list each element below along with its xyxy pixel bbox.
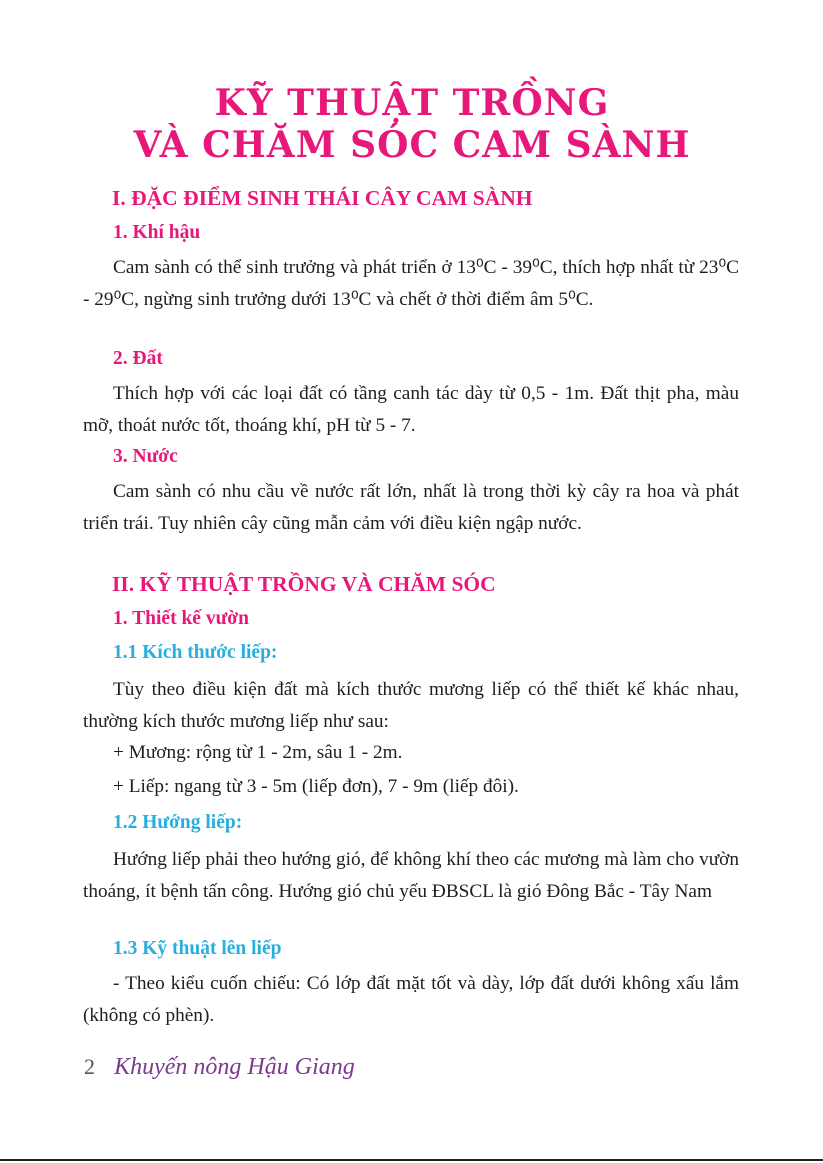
page-number: 2 xyxy=(84,1054,95,1079)
title-line-1: KỸ THUẬT TRỒNG xyxy=(214,82,610,124)
section-2-heading: II. KỸ THUẬT TRỒNG VÀ CHĂM SÓC xyxy=(112,572,496,596)
bed-size-heading: 1.1 Kích thước liếp: xyxy=(113,642,278,663)
bottom-divider xyxy=(0,1159,823,1161)
bed-direction-paragraph: Hướng liếp phải theo hướng gió, để không khí theo các mương mà làm cho vườn thoáng, ít bệnh tấn công. Hướng gió chủ yếu ĐBSCL là gió Đông Bắc - Tây Nam xyxy=(83,849,739,902)
section-1-heading: I. ĐẶC ĐIỂM SINH THÁI CÂY CAM SÀNH xyxy=(112,186,533,210)
bed-direction-heading: 1.2 Hướng liếp: xyxy=(113,812,243,833)
climate-heading: 1. Khí hậu xyxy=(113,222,201,243)
soil-paragraph: Thích hợp với các loại đất có tầng canh tác dày từ 0,5 - 1m. Đất thịt pha, màu mỡ, thoát nước tốt, thoáng khí, pH từ 5 - 7. xyxy=(83,383,739,436)
bed-technique-paragraph: - Theo kiểu cuốn chiếu: Có lớp đất mặt tốt và dày, lớp đất dưới không xấu lắm (không có phèn). xyxy=(83,973,739,1026)
list-item: + Mương: rộng từ 1 - 2m, sâu 1 - 2m. xyxy=(113,742,403,763)
water-heading: 3. Nước xyxy=(113,446,178,467)
bed-size-paragraph: Tùy theo điều kiện đất mà kích thước mương liếp có thể thiết kế khác nhau, thường kích thước mương liếp như sau: xyxy=(83,679,739,732)
garden-design-heading: 1. Thiết kế vườn xyxy=(113,608,249,629)
page-footer xyxy=(84,1054,355,1081)
bed-technique-heading: 1.3 Kỹ thuật lên liếp xyxy=(113,938,282,959)
soil-heading: 2. Đất xyxy=(113,348,163,369)
title-line-2: VÀ CHĂM SÓC CAM SÀNH xyxy=(133,124,691,166)
climate-paragraph: Cam sành có thể sinh trưởng và phát triển ở 13⁰C - 39⁰C, thích hợp nhất từ 23⁰C - 29⁰C, ngừng sinh trưởng dưới 13⁰C và chết ở thời điểm âm 5⁰C. xyxy=(83,257,739,310)
publication-name: Khuyến nông Hậu Giang xyxy=(114,1054,355,1080)
water-paragraph: Cam sành có nhu cầu về nước rất lớn, nhất là trong thời kỳ cây ra hoa và phát triển trái. Tuy nhiên cây cũng mẫn cảm với điều kiện ngập nước. xyxy=(83,481,739,534)
list-item: + Liếp: ngang từ 3 - 5m (liếp đơn), 7 - 9m (liếp đôi). xyxy=(113,776,519,797)
